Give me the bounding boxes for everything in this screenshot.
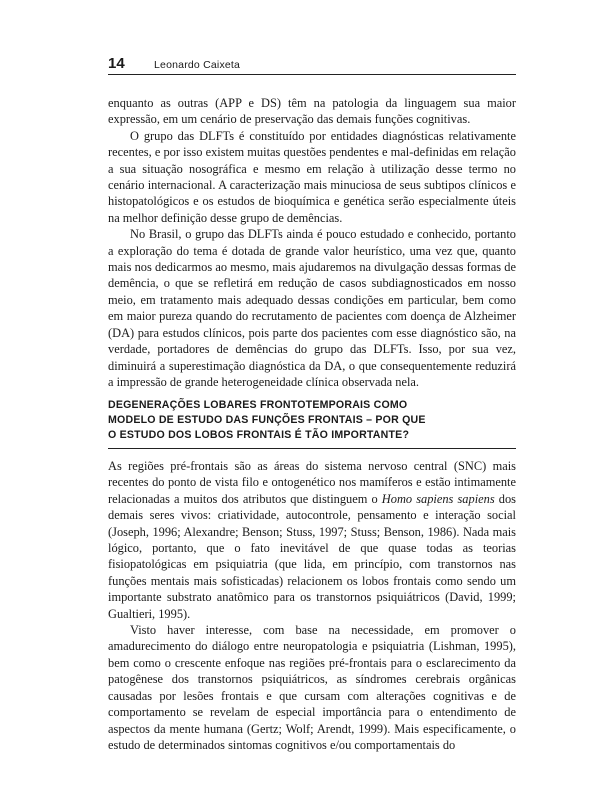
- running-header: [108, 56, 516, 75]
- paragraph-text: As regiões pré-frontais são as áreas do sistema nervoso central (SNC) mais recentes do ponto de vista filo e ontogenético nos mamíferos e estão intimamente relacionadas a muitos dos atributos que distinguem o: [108, 459, 516, 506]
- page-number: 14: [108, 55, 125, 72]
- running-head-author: Leonardo Caixeta: [154, 59, 241, 71]
- section-heading-line: O ESTUDO DOS LOBOS FRONTAIS É TÃO IMPORTANTE?: [108, 429, 410, 441]
- section-heading-line: DEGENERAÇÕES LOBARES FRONTOTEMPORAIS COMO: [108, 399, 408, 411]
- paragraph: O grupo das DLFTs é constituído por entidades diagnósticas relativamente recentes, e por isso existem muitas questões pendentes e mal-definidas em relação a sua situação nosográfica e mesmo em relação à utilização desse termo no cenário internacional. A caracterização mais minuciosa de seus subtipos clínicos e histopatológicos e os estudos de bioquímica e genética serão especialmente úteis na melhor definição desse grupo de demências.: [108, 128, 516, 225]
- paragraph: No Brasil, o grupo das DLFTs ainda é pouco estudado e conhecido, portanto a exploração do tema é dotada de grande valor heurístico, uma vez que, quanto mais nos dedicarmos ao mesmo, mais ajudaremos na divulgação dessas formas de demência, o que se refletirá em redução de casos subdiagnosticados em nosso meio, em tratamento mais adequado dessas condições em particular, bem como em maior pureza quando do recrutamento de pacientes com doença de Alzheimer (DA) para estudos clínicos, pois parte dos pacientes com esse diagnóstico são, na verdade, portadores de demências do grupo das DLFTs. Isso, por sua vez, diminuirá a superestimação diagnóstica da DA, o que consequentemente reduzirá a impressão de grande heterogeneidade clínica observada nela.: [108, 227, 516, 389]
- species-name: Homo sapiens sapiens: [381, 491, 495, 506]
- section-body-text: [108, 458, 516, 753]
- paragraph: [108, 458, 516, 622]
- section-heading-line: MODELO DE ESTUDO DAS FUNÇÕES FRONTAIS – POR QUE: [108, 414, 426, 426]
- paragraph-text: dos demais seres vivos: criatividade, autocontrole, pensamento e interação social (Joseph, 1996; Alexandre; Benson; Stuss, 1997; Stuss; Benson, 1986). Nada mais lógico, portanto, que o fato inevitável de que quase todas as teorias fisiopatológicas em psiquiatria (que lida, em princípio, com transtornos nas funções mentais mais sofisticadas) relacionem os lobos frontais como sendo um importante substrato anatômico para os transtornos psiquiátricos (David, 1999; Gualtieri, 1995).: [108, 491, 516, 621]
- section-heading: [108, 398, 516, 449]
- section-intro-text: [108, 95, 516, 390]
- paragraph: enquanto as outras (APP e DS) têm na patologia da linguagem sua maior expressão, em um cenário de preservação das demais funções cognitivas.: [108, 96, 516, 127]
- paragraph: Visto haver interesse, com base na necessidade, em promover o amadurecimento do diálogo entre neuropatologia e psiquiatria (Lishman, 1995), bem como o crescente enfoque nas regiões pré-frontais para o esclarecimento da patogênese dos transtornos psiquiátricos, as síndromes cerebrais orgânicas causadas por lesões frontais e que cursam com alterações cognitivas e de comportamento se revelam de especial importância para o entendimento de aspectos da mente humana (Gertz; Wolf; Arendt, 1999). Mais especificamente, o estudo de determinados sintomas cognitivos e/ou comportamentais do: [108, 623, 516, 752]
